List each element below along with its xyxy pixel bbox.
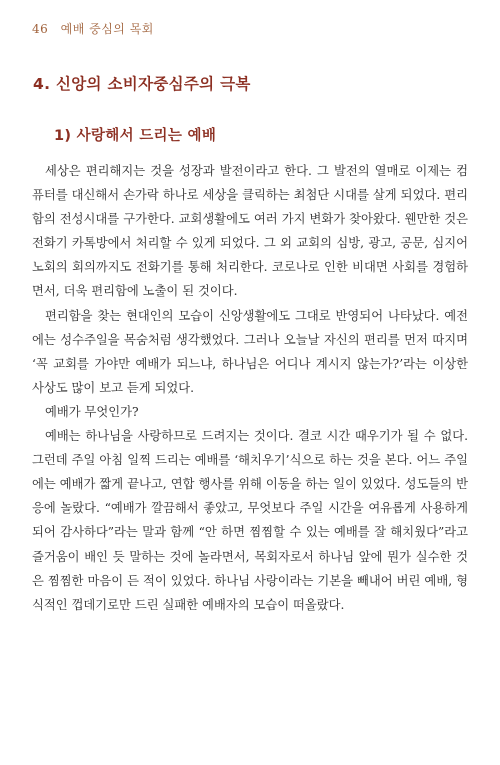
paragraph: 예배는 하나님을 사랑하므로 드려지는 것이다. 결코 시간 때우기가 될 수 없다. 그런데 주일 아침 일찍 드리는 예배를 ‘해치우기’식으로 하는 것을 본다. 어느 주일에는 예배가 짧게 끝나고, 연합 행사를 위해 이동을 하는 일이 있었다. 성도들의 반응에 놀랐다. “예배가 깔끔해서 좋았고, 무엇보다 주일 시간을 여유롭게 사용하게 되어 감사하다”라는 말과 함께 “안 하면 찜찜할 수 있는 예배를 잘 해치웠다”라고 즐거움이 배인 듯 말하는 것에 놀라면서, 목회자로서 하나님 앞에 뭔가 실수한 것은 찜찜한 마음이 든 적이 있었다. 하나님 사랑이라는 기본을 빼내어 버린 예배, 형식적인 껍데기로만 드린 실패한 예배자의 모습이 떠올랐다.	[32, 429, 468, 612]
paragraph: 세상은 편리해지는 것을 성장과 발전이라고 한다. 그 발전의 열매로 이제는 컴퓨터를 대신해서 손가락 하나로 세상을 클릭하는 최첨단 시대를 살게 되었다. 편리함의 전성시대를 구가한다. 교회생활에도 여러 가지 변화가 찾아왔다. 웬만한 것은 전화기 카톡방에서 처리할 수 있게 되었다. 그 외 교회의 심방, 광고, 공문, 심지어 노회의 회의까지도 전화기를 통해 처리한다. 코로나로 인한 비대면 사회를 경험하면서, 더욱 편리함에 노출이 된 것이다.	[32, 164, 468, 299]
running-header	[32, 20, 154, 37]
page-number: 46	[32, 22, 49, 36]
subsection-heading: 1) 사랑해서 드리는 예배	[54, 128, 217, 144]
body-text	[32, 159, 468, 617]
paragraph: 예배가 무엇인가?	[45, 404, 139, 419]
paragraph: 편리함을 찾는 현대인의 모습이 신앙생활에도 그대로 반영되어 나타났다. 예전에는 성수주일을 목숨처럼 생각했었다. 그러나 오늘날 자신의 편리를 먼저 따지며 ‘꼭 교회를 가야만 예배가 되느냐, 하나님은 어디나 계시지 않는가?’라는 이상한 사상도 많이 보고 듣게 되었다.	[32, 308, 468, 395]
book-title: 예배 중심의 목회	[60, 22, 154, 36]
section-heading: 4. 신앙의 소비자중심주의 극복	[33, 75, 251, 93]
